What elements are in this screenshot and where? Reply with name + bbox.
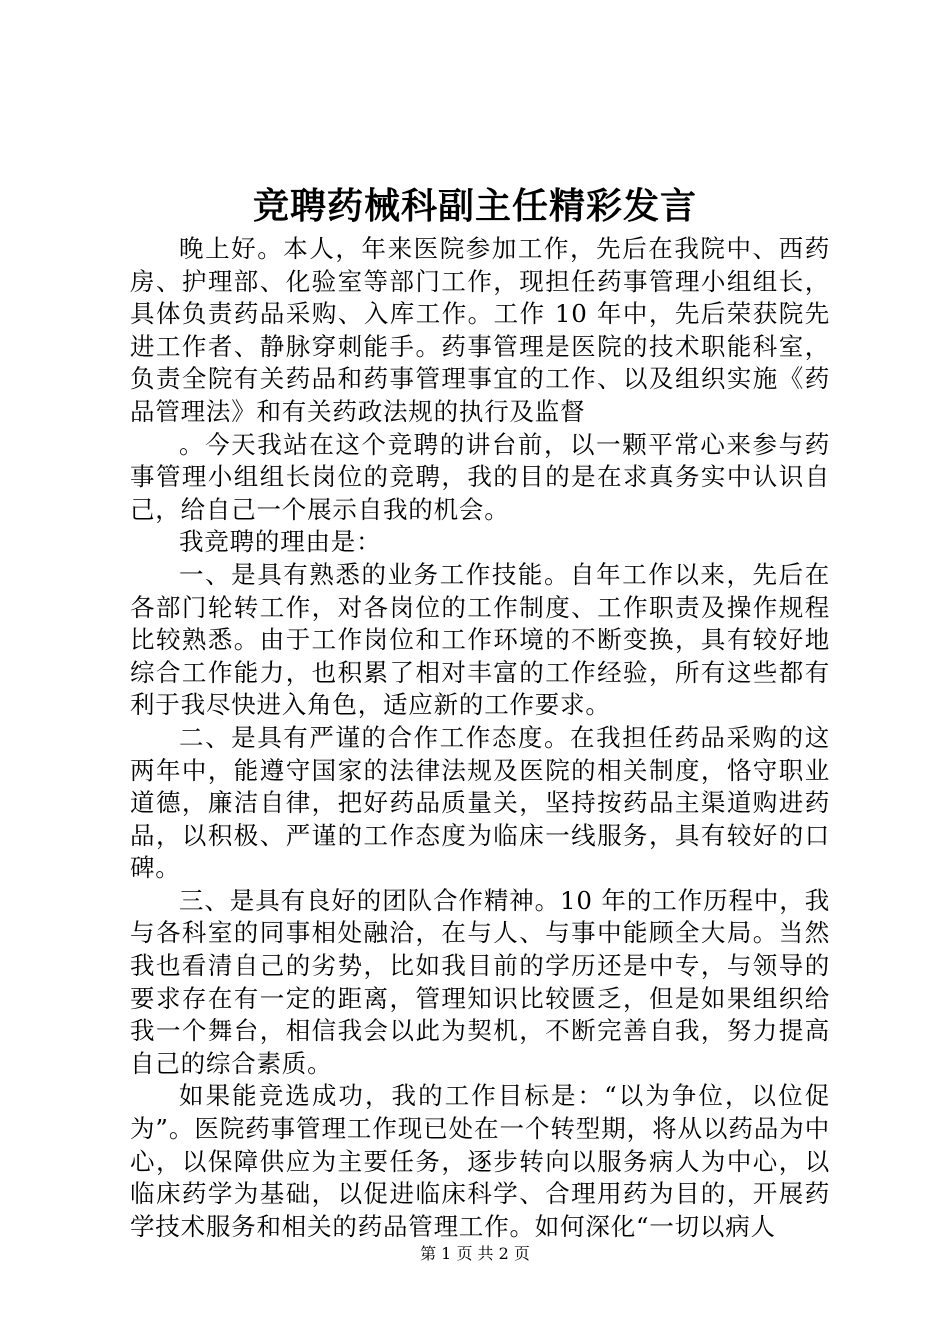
paragraph-reason-two: 二、是具有严谨的合作工作态度。在我担任药品采购的这两年中，能遵守国家的法律法规及医院的相关制度，恪守职业道德，廉洁自律，把好药品质量关，坚持按药品主渠道购进药品，以积极、严谨的工作态度为临床一线服务，具有较好的口碑。 [130,722,830,883]
paragraph-reasons-intro: 我竞聘的理由是： [179,527,382,557]
paragraph-reason-three: 三、是具有良好的团队合作精神。10 年的工作历程中，我与各科室的同事相处融洽，在与人、与事中能顾全大局。当然我也看清自己的劣势，比如我目前的学历还是中专，与领导的要求存在有一定的距离，管理知识比较匮乏，但是如果组织给我一个舞台，相信我会以此为契机，不断完善自我，努力提高自己的综合素质。 [130,885,830,1078]
paragraph-purpose: 。今天我站在这个竞聘的讲台前，以一颗平常心来参与药事管理小组组长岗位的竞聘，我的目的是在求真务实中认识自己，给自己一个展示自我的机会。 [130,429,830,524]
page-number-footer: 第 1 页 共 2 页 [420,1244,530,1263]
paragraph-reason-one: 一、是具有熟悉的业务工作技能。自年工作以来，先后在各部门轮转工作，对各岗位的工作制度、工作职责及操作规程比较熟悉。由于工作岗位和工作环境的不断变换，具有较好地综合工作能力，也积累了相对丰富的工作经验，所有这些都有利于我尽快进入角色，适应新的工作要求。 [130,559,830,720]
paragraph-goals: 如果能竞选成功，我的工作目标是：“以为争位，以位促为”。医院药事管理工作现已处在一个转型期，将从以药品为中心，以保障供应为主要任务，逐步转向以服务病人为中心，以临床药学为基础，以促进临床科学、合理用药为目的，开展药学技术服务和相关的药品管理工作。如何深化“一切以病人 [130,1081,830,1241]
document-body [130,233,830,1243]
paragraph-greeting: 晚上好。本人，年来医院参加工作，先后在我院中、西药房、护理部、化验室等部门工作，现担任药事管理小组组长，具体负责药品采购、入库工作。工作 10 年中，先后荣获院先进工作者、静脉穿刺能手。药事管理是医院的技术职能科室，负责全院有关药品和药事管理事宜的工作、以及组织实施《药品管理法》和有关药政法规的执行及监督 [130,234,830,426]
document-title: 竞聘药械科副主任精彩发言 [252,185,697,227]
